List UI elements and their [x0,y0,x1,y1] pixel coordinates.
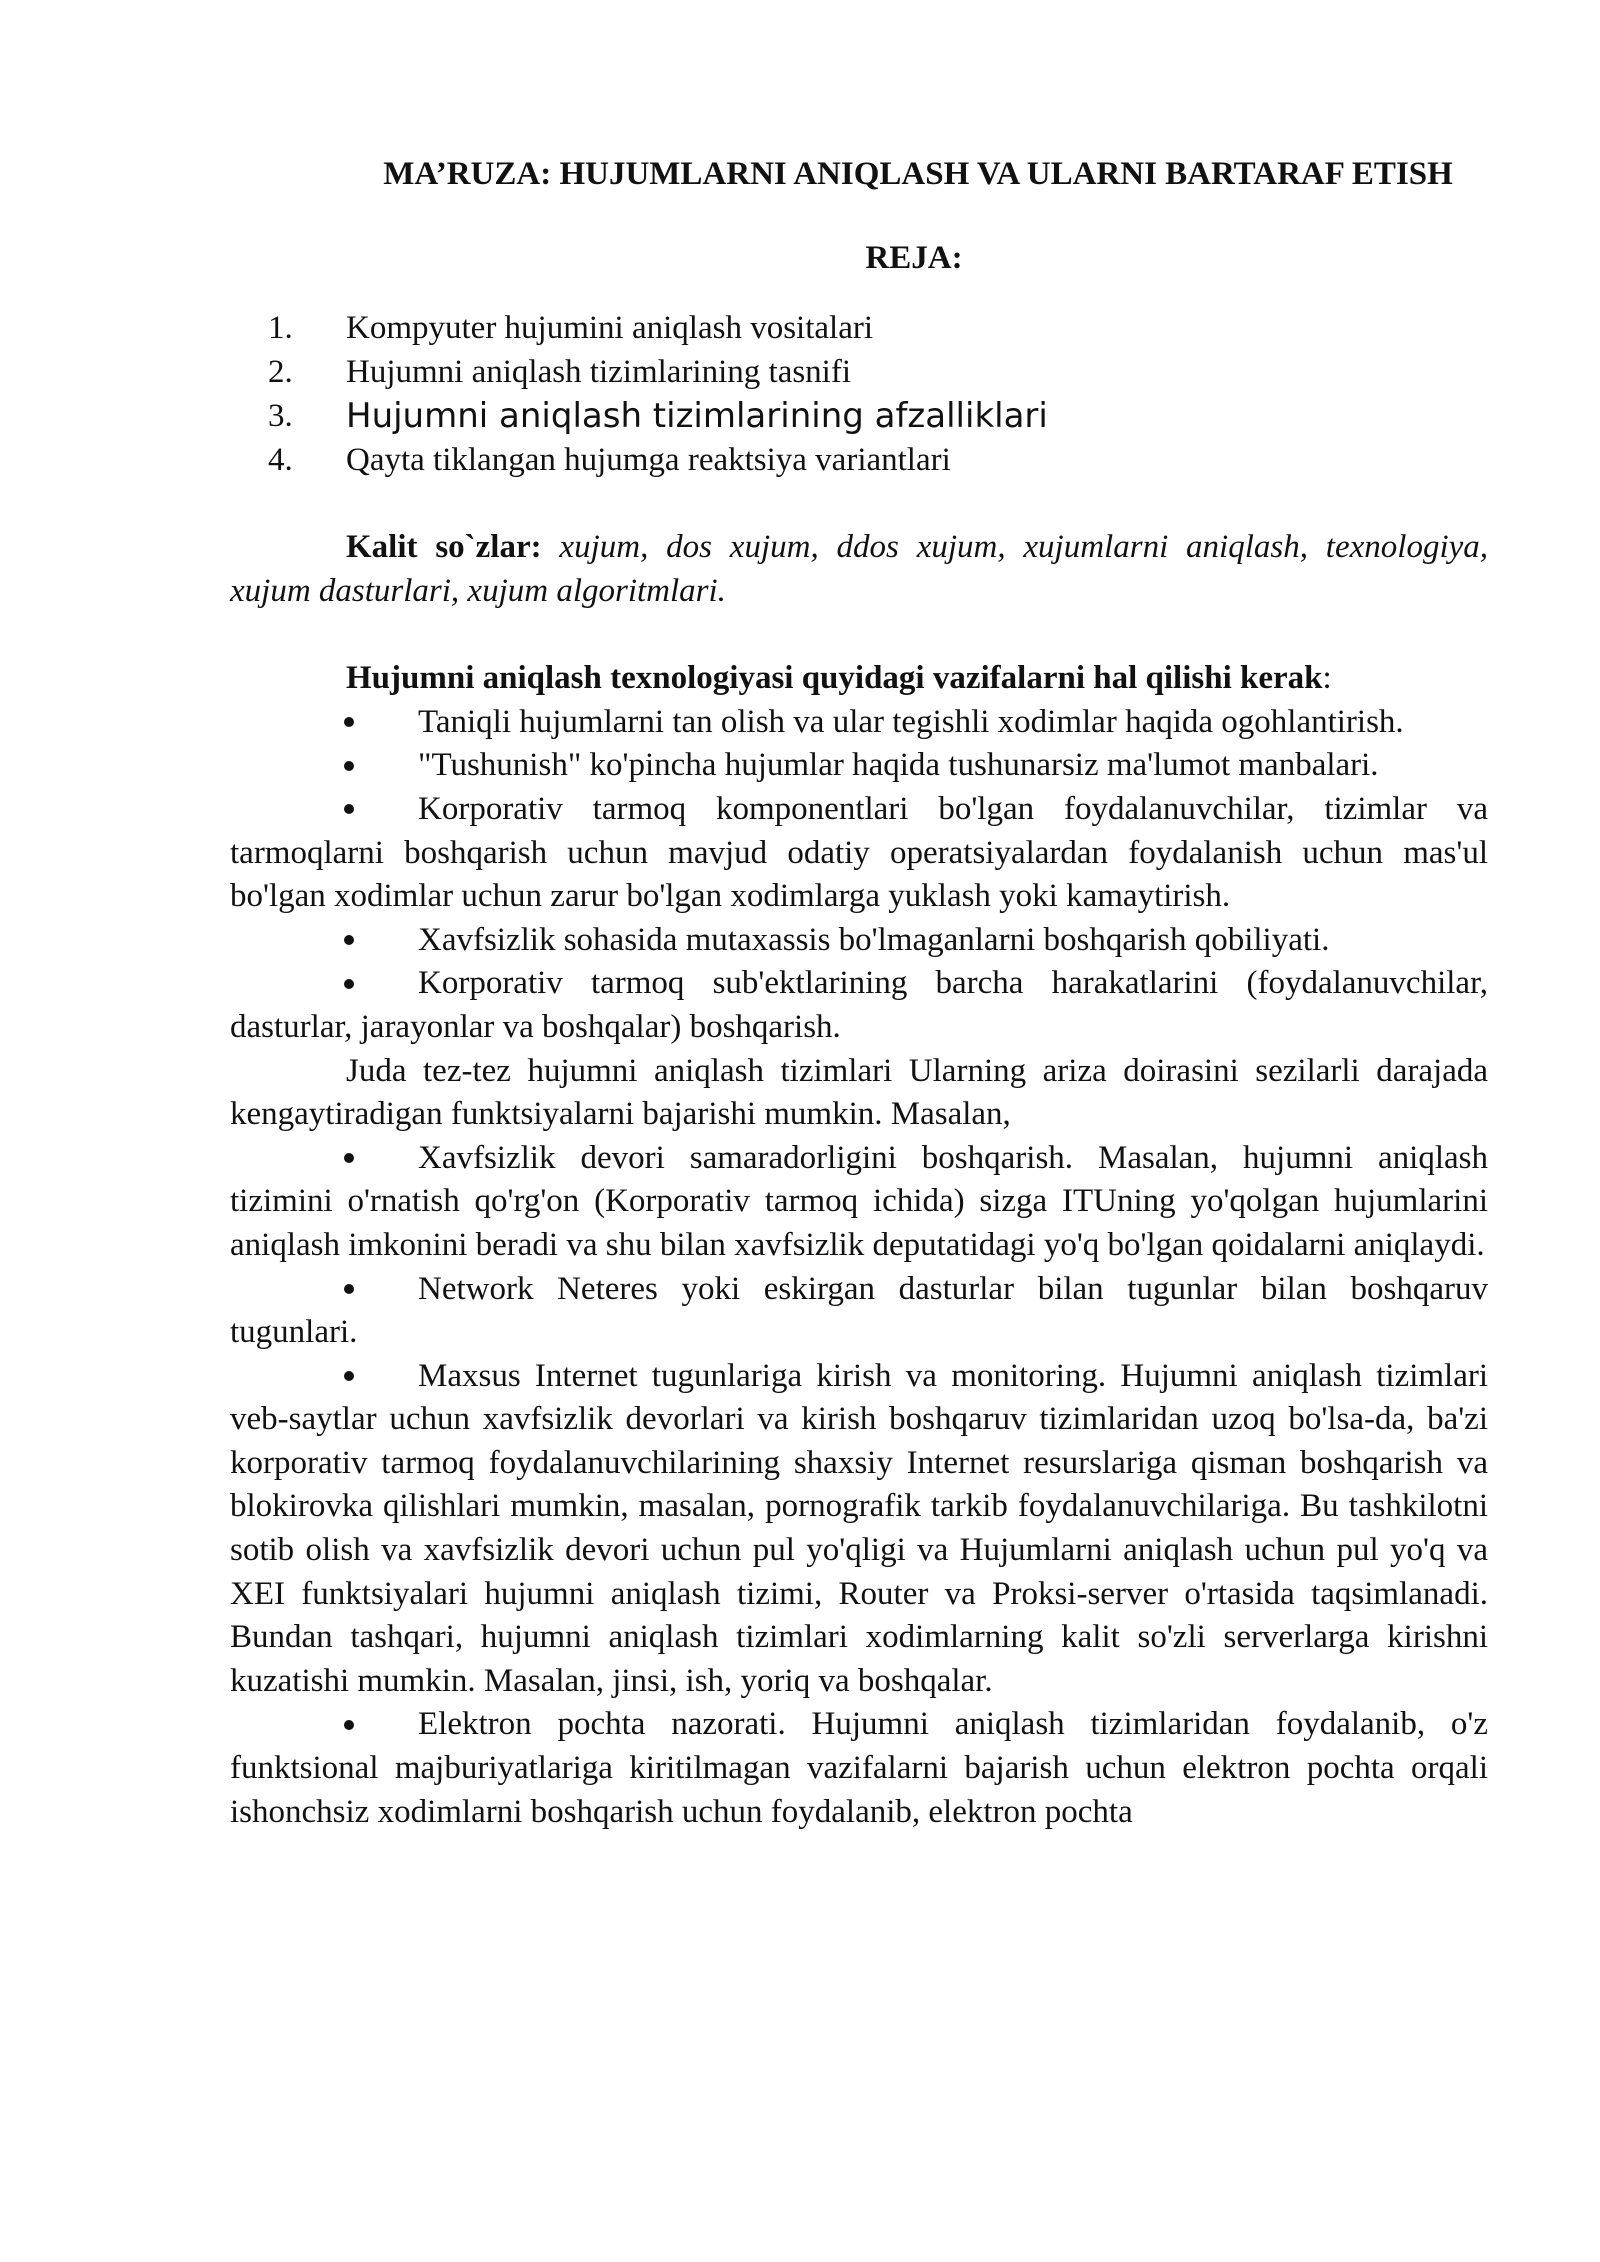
list-item [230,744,1488,788]
plan-item-number: 4. [268,442,293,478]
list-item-text: Korporativ tarmoq komponentlari bo'lgan foydalanuvchilar, tizimlar va tarmoqlarni boshqarish uchun mavjud odatiy operatsiyalardan foydalanish uchun mas'ul bo'lgan xodimlar uchun zarur bo'lgan xodimlarga yuklash yoki kamaytirish. [230,790,1488,915]
document-title: MA’RUZA: HUJUMLARNI ANIQLASH VA ULARNI BARTARAF ETISH [383,156,1453,192]
list-item [230,788,1488,919]
list-item-text: "Tushunish" ko'pincha hujumlar haqida tushunarsiz ma'lumot manbalari. [418,747,1379,784]
list-item-text: Network Neteres yoki eskirgan dasturlar bilan tugunlar bilan boshqaruv tugunlari. [230,1270,1488,1351]
bullet-icon [344,1371,354,1381]
keywords-label: Kalit so`zlar: [346,529,542,565]
bullet-icon [344,1720,354,1730]
list-item-text: Xavfsizlik devori samaradorligini boshqarish. Masalan, hujumni aniqlash tizimini o'rnatish qo'rg'on (Korporativ tarmoq ichida) sizga ITUning yo'qolgan hujumlarini aniqlash imkonini beradi va shu bilan xavfsizlik deputatidagi yo'q bo'lgan qoidalarni aniqlaydi. [230,1139,1488,1263]
list-item [230,1355,1488,1704]
list-item [230,1703,1488,1834]
bullet-icon [344,804,354,814]
list-item-text: Taniqli hujumlarni tan olish va ular tegishli xodimlar haqida ogohlantirish. [418,703,1404,740]
plan-item-text: Kompyuter hujumini aniqlash vositalari [346,310,874,346]
list-item [230,919,1488,963]
plan-heading: REJA: [865,240,963,276]
keywords-paragraph [230,526,1488,613]
plan-item [156,394,1488,438]
plan-list [230,306,1488,482]
bullet-icon [344,761,354,771]
plan-item-text: Qayta tiklangan hujumga reaktsiya variantlari [346,442,951,478]
body-paragraph: Juda tez-tez hujumni aniqlash tizimlari Ularning ariza doirasini sezilarli darajada kengaytiradigan funktsiyalarni bajarishi mumkin. Masalan, [230,1052,1488,1133]
bullet-icon [344,935,354,945]
list-item [230,962,1488,1049]
list-item [230,1137,1488,1268]
bullet-icon [344,1284,354,1294]
list-item-text: Maxsus Internet tugunlariga kirish va monitoring. Hujumni aniqlash tizimlari veb-saytlar uchun xavfsizlik devorlari va kirish boshqaruv tizimlaridan uzoq bo'lsa-da, ba'zi korporativ tarmoq foydalanuvchilarining shaxsiy Internet resurslariga qisman boshqarish va blokirovka qilishlari mumkin, masalan, pornografik tarkib foydalanuvchilariga. Bu tashkilotni sotib olish va xavfsizlik devori uchun pul yo'qligi va Hujumlarni aniqlash uchun pul yo'q va XEI funktsiyalari hujumni aniqlash tizimi, Router va Proksi-server o'rtasida taqsimlanadi. Bundan tashqari, hujumni aniqlash tizimlari xodimlarning kalit so'zli serverlarga kirishni kuzatishi mumkin. Masalan, jinsi, ish, yoriq va boshqalar. [230,1357,1488,1699]
list-item-text: Korporativ tarmoq sub'ektlarining barcha harakatlarini (foydalanuvchilar, dasturlar, jarayonlar va boshqalar) boshqarish. [230,965,1488,1045]
plan-item [156,350,1488,394]
tasks-heading-text: Hujumni aniqlash texnologiyasi quyidagi vazifalarni hal qilishi kerak [346,660,1323,697]
plan-item-number: 3. [268,398,293,434]
tasks-heading [230,657,1488,701]
plan-item-number: 1. [268,310,293,346]
plan-item [156,438,1488,482]
bullet-icon [344,717,354,727]
plan-item [156,306,1488,350]
list-item-text: Elektron pochta nazorati. Hujumni aniqlash tizimlaridan foydalanib, o'z funktsional majburiyatlariga kiritilmagan vazifalarni bajarish uchun elektron pochta orqali ishonchsiz xodimlarni boshqarish uchun foydalanib, elektron pochta [230,1706,1488,1830]
list-item-text: Xavfsizlik sohasida mutaxassis bo'lmaganlarni boshqarish qobiliyati. [418,921,1330,958]
plan-item-number: 2. [268,354,293,390]
bullet-icon [344,979,354,989]
keywords-text: xujum, dos xujum, ddos xujum, xujumlarni aniqlash, texnologiya, xujum dasturlari, xujum algoritmlari. [230,529,1489,609]
tasks-heading-colon: : [1322,660,1332,697]
list-item [230,701,1488,745]
plan-item-text: Hujumni aniqlash tizimlarining afzalliklari [346,396,1048,436]
list-item [230,1268,1488,1355]
plan-item-text: Hujumni aniqlash tizimlarining tasnifi [346,354,852,390]
bullet-icon [344,1153,354,1163]
